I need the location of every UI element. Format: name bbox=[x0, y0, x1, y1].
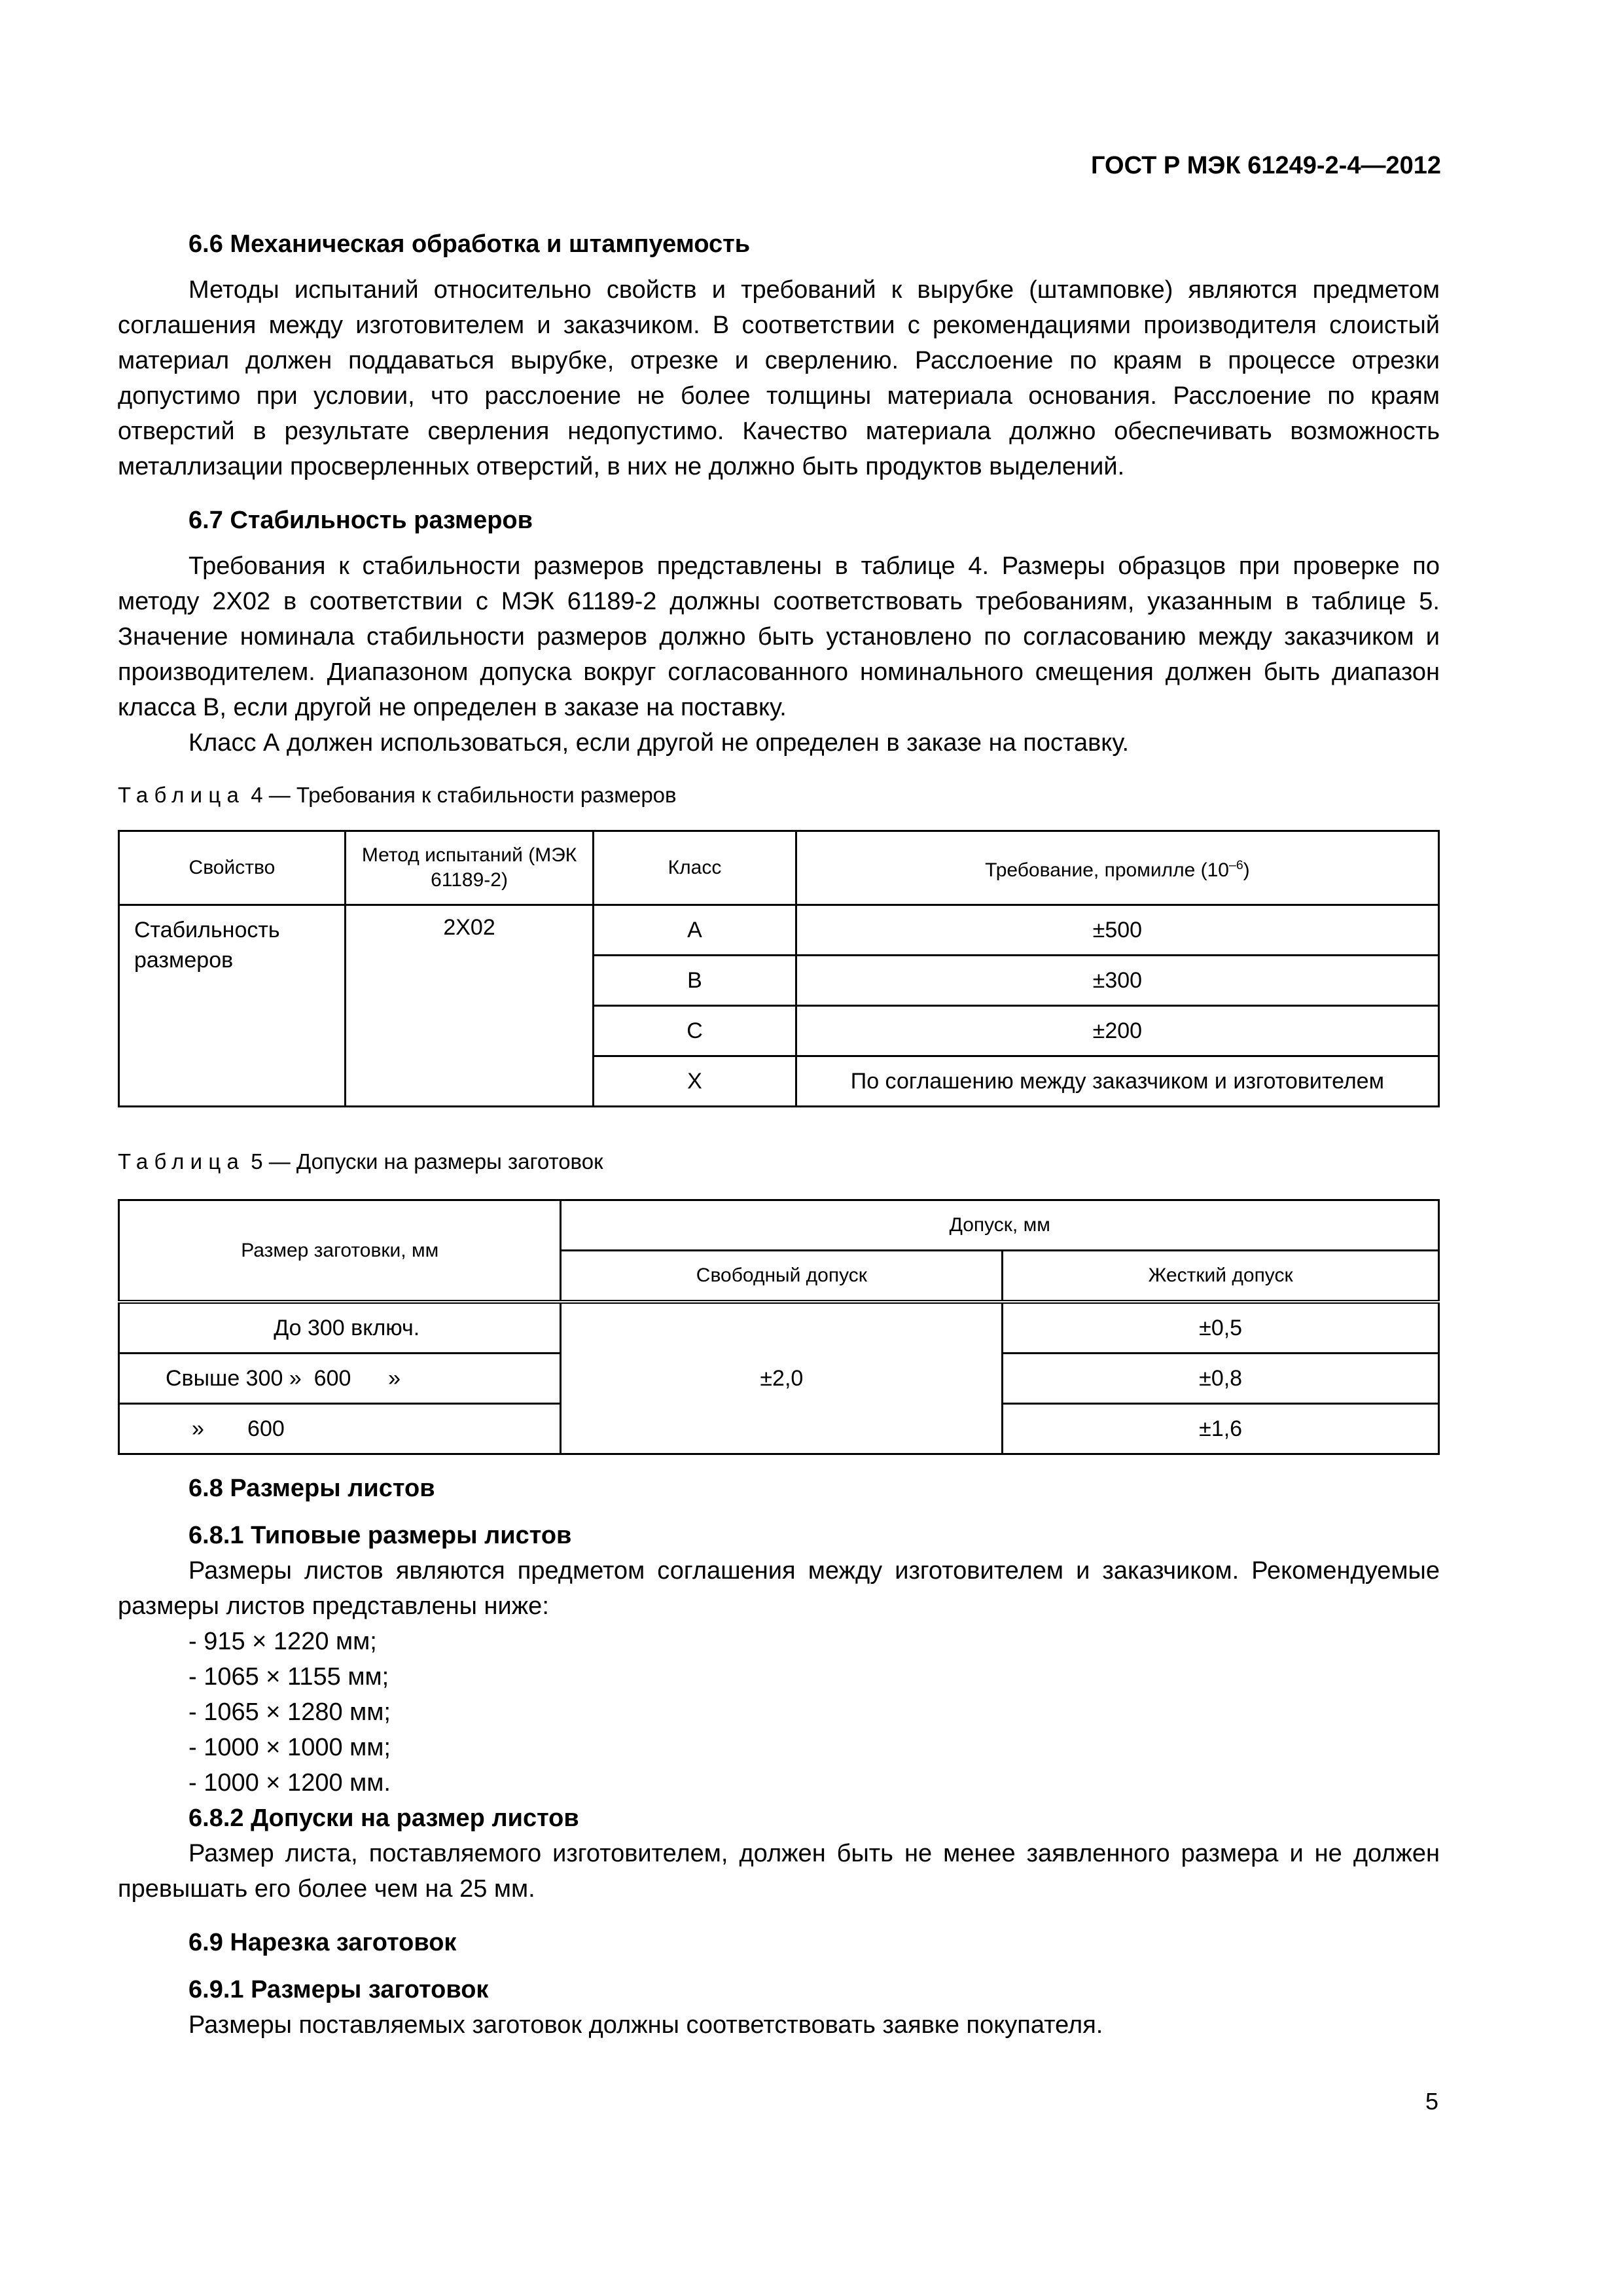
table5-caption-word: Таблица bbox=[118, 1149, 245, 1174]
table4-header-method: Метод испытаний (МЭК 61189-2) bbox=[345, 831, 593, 905]
table5-header-tight: Жесткий допуск bbox=[1003, 1251, 1439, 1302]
paragraph-6-8-1: Размеры листов являются предметом соглашения между изготовителем и заказчиком. Рекомендуемые размеры листов представлены ниже: bbox=[118, 1557, 1440, 1620]
table4-header-row bbox=[119, 831, 1439, 905]
table5-caption bbox=[118, 1147, 1440, 1177]
heading-6-8-2: 6.8.2 Допуски на размер листов bbox=[188, 1804, 579, 1832]
requirement-exponent: –6 bbox=[1228, 858, 1243, 872]
list-item: - 1065 × 1155 мм; bbox=[188, 1663, 389, 1691]
list-item: - 1065 × 1280 мм; bbox=[188, 1698, 391, 1726]
table5-size-cell: » 600 bbox=[119, 1404, 561, 1454]
heading-6-9-1: 6.9.1 Размеры заготовок bbox=[188, 1976, 489, 2003]
table4-class-cell: X bbox=[594, 1056, 796, 1107]
table4-caption-word: Таблица bbox=[118, 783, 245, 807]
paragraph-6-7-b: Класс А должен использоваться, если другой не определен в заказе на поставку. bbox=[188, 729, 1130, 757]
table-5 bbox=[118, 1199, 1440, 1455]
table5-header-free: Свободный допуск bbox=[561, 1251, 1003, 1302]
table5-header-size: Размер заготовки, мм bbox=[119, 1200, 561, 1302]
heading-6-9: 6.9 Нарезка заготовок bbox=[188, 1929, 457, 1956]
table4-property-cell: Стабильность размеров bbox=[119, 905, 346, 1107]
table-4 bbox=[118, 830, 1440, 1107]
table4-requirement-cell: ±300 bbox=[796, 956, 1438, 1006]
table4-method-cell: 2X02 bbox=[345, 905, 593, 1107]
table5-header-row bbox=[119, 1200, 1439, 1251]
heading-6-8: 6.8 Размеры листов bbox=[188, 1475, 435, 1502]
table4-requirement-cell: ±200 bbox=[796, 1006, 1438, 1056]
page-content bbox=[118, 131, 1440, 2043]
table-row bbox=[119, 1302, 1439, 1354]
requirement-prefix: Требование, промилле (10 bbox=[985, 859, 1229, 881]
table4-caption-title: 4 — Требования к стабильности размеров bbox=[245, 783, 677, 807]
heading-6-7: 6.7 Стабильность размеров bbox=[188, 507, 533, 534]
page-number: 5 bbox=[1425, 2088, 1438, 2115]
table4-header-class: Класс bbox=[594, 831, 796, 905]
paragraph-6-7-a: Требования к стабильности размеров представлены в таблице 4. Размеры образцов при проверке по методу 2X02 в соответствии с МЭК 61189-2 должны соответствовать требованиям, указанным в таблице 5. Значение номинала стабильности размеров должно быть установлено по согласованию между заказчиком и производителем. Диапазоном допуска вокруг согласованного номинального смещения должен быть диапазон класса В, если другой не определен в заказе на поставку. bbox=[118, 552, 1440, 721]
heading-6-6: 6.6 Механическая обработка и штампуемость bbox=[188, 230, 751, 258]
table5-tight-cell: ±1,6 bbox=[1003, 1404, 1439, 1454]
table4-class-cell: B bbox=[594, 956, 796, 1006]
list-item: - 915 × 1220 мм; bbox=[188, 1628, 377, 1655]
table5-free-cell: ±2,0 bbox=[561, 1302, 1003, 1454]
paragraph-6-9-1: Размеры поставляемых заготовок должны соответствовать заявке покупателя. bbox=[188, 2011, 1103, 2039]
table4-requirement-cell: ±500 bbox=[796, 905, 1438, 956]
table5-tight-cell: ±0,8 bbox=[1003, 1354, 1439, 1404]
list-item: - 1000 × 1200 мм. bbox=[188, 1769, 391, 1797]
paragraph-6-8-2: Размер листа, поставляемого изготовителем, должен быть не менее заявленного размера и не должен превышать его более чем на 25 мм. bbox=[118, 1840, 1440, 1903]
document-code: ГОСТ Р МЭК 61249-2-4—2012 bbox=[1091, 152, 1441, 179]
table4-header-requirement bbox=[796, 831, 1438, 905]
table4-header-property: Свойство bbox=[119, 831, 346, 905]
sheet-sizes-list bbox=[118, 1624, 1440, 1801]
table4-class-cell: C bbox=[594, 1006, 796, 1056]
table4-requirement-cell: По соглашению между заказчиком и изготовителем bbox=[796, 1056, 1438, 1107]
table5-header-tolerance: Допуск, мм bbox=[561, 1200, 1439, 1251]
table4-class-cell: A bbox=[594, 905, 796, 956]
table4-caption bbox=[118, 780, 1440, 810]
table-row bbox=[119, 905, 1439, 956]
table5-size-cell: Свыше 300 » 600 » bbox=[119, 1354, 561, 1404]
list-item: - 1000 × 1000 мм; bbox=[188, 1734, 391, 1761]
table5-caption-title: 5 — Допуски на размеры заготовок bbox=[245, 1149, 603, 1174]
paragraph-6-6: Методы испытаний относительно свойств и требований к вырубке (штамповке) являются предметом соглашения между изготовителем и заказчиком. В соответствии с рекомендациями производителя слоистый материал должен поддаваться вырубке, отрезке и сверлению. Расслоение по краям в процессе отрезки допустимо при условии, что расслоение не более толщины материала основания. Расслоение по краям отверстий в результате сверления недопустимо. Качество материала должно обеспечивать возможность металлизации просверленных отверстий, в них не должно быть продуктов выделений. bbox=[118, 276, 1440, 480]
heading-6-8-1: 6.8.1 Типовые размеры листов bbox=[188, 1522, 572, 1549]
table5-tight-cell: ±0,5 bbox=[1003, 1302, 1439, 1354]
table5-size-cell: До 300 включ. bbox=[119, 1302, 561, 1354]
requirement-suffix: ) bbox=[1243, 859, 1250, 881]
